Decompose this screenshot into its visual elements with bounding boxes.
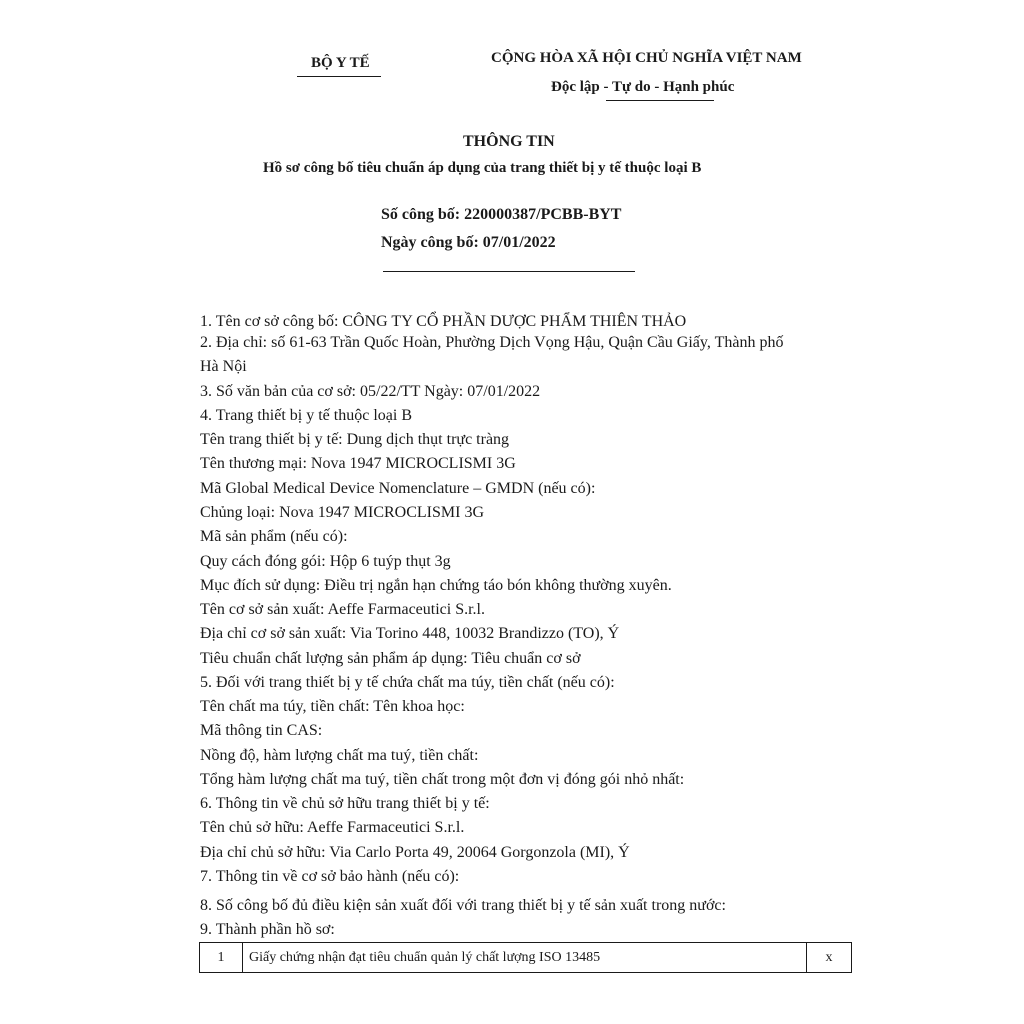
body-line: Địa chỉ cơ sở sản xuất: Via Torino 448, 10032 Brandizzo (TO), Ý [200,625,620,642]
row-number: 1 [200,943,243,973]
motto-underline [606,100,714,101]
body-line: Tiêu chuẩn chất lượng sản phẩm áp dụng: Tiêu chuẩn cơ sở [200,650,581,667]
body-line: Chủng loại: Nova 1947 MICROCLISMI 3G [200,504,484,521]
body-line: Mã Global Medical Device Nomenclature – GMDN (nếu có): [200,480,596,497]
body-line: Nồng độ, hàm lượng chất ma tuý, tiền chất: [200,747,479,764]
body-line: Hà Nội [200,358,247,375]
body-line: Mục đích sử dụng: Điều trị ngắn hạn chứng táo bón không thường xuyên. [200,577,672,594]
body-line: 6. Thông tin về chủ sở hữu trang thiết bị y tế: [200,795,490,812]
row-document: Giấy chứng nhận đạt tiêu chuẩn quản lý chất lượng ISO 13485 [243,943,807,973]
document-subtitle: Hồ sơ công bố tiêu chuẩn áp dụng của trang thiết bị y tế thuộc loại B [263,160,702,176]
body-line: 2. Địa chỉ: số 61-63 Trần Quốc Hoàn, Phường Dịch Vọng Hậu, Quận Cầu Giấy, Thành phố [200,334,784,351]
table-row [200,943,852,973]
body-line: Tên chất ma túy, tiền chất: Tên khoa học: [200,698,465,715]
body-line: 5. Đối với trang thiết bị y tế chứa chất ma túy, tiền chất (nếu có): [200,674,615,691]
body-line: Mã sản phẩm (nếu có): [200,528,348,545]
announcement-date: Ngày công bố: 07/01/2022 [381,234,556,251]
row-mark: x [807,943,852,973]
body-line: Mã thông tin CAS: [200,722,323,739]
national-motto: Độc lập - Tự do - Hạnh phúc [551,79,735,95]
body-line: Tên cơ sở sản xuất: Aeffe Farmaceutici S.r.l. [200,601,485,618]
ministry-underline [297,76,381,77]
body-line: Tên trang thiết bị y tế: Dung dịch thụt trực tràng [200,431,510,448]
country-name: CỘNG HÒA XÃ HỘI CHỦ NGHĨA VIỆT NAM [491,50,802,66]
dossier-table [199,942,852,973]
body-line: Địa chỉ chủ sở hữu: Via Carlo Porta 49, 20064 Gorgonzola (MI), Ý [200,844,630,861]
body-line: 8. Số công bố đủ điều kiện sản xuất đối với trang thiết bị y tế sản xuất trong nước: [200,897,726,914]
body-line: 4. Trang thiết bị y tế thuộc loại B [200,407,412,424]
body-line: 7. Thông tin về cơ sở bảo hành (nếu có): [200,868,460,885]
body-line: 1. Tên cơ sở công bố: CÔNG TY CỔ PHẦN DƯỢC PHẨM THIÊN THẢO [200,313,687,330]
body-line: Tên chủ sở hữu: Aeffe Farmaceutici S.r.l. [200,819,465,836]
body-line: Quy cách đóng gói: Hộp 6 tuýp thụt 3g [200,553,451,570]
body-line: 3. Số văn bản của cơ sở: 05/22/TT Ngày: 07/01/2022 [200,383,541,400]
ministry-name: BỘ Y TẾ [311,55,370,71]
body-line: Tên thương mại: Nova 1947 MICROCLISMI 3G [200,455,516,472]
body-line: Tổng hàm lượng chất ma tuý, tiền chất trong một đơn vị đóng gói nhỏ nhất: [200,771,685,788]
body-line: 9. Thành phần hồ sơ: [200,921,335,938]
document-title: THÔNG TIN [463,133,555,150]
announcement-number: Số công bố: 220000387/PCBB-BYT [381,206,622,223]
announcement-divider [383,271,635,272]
